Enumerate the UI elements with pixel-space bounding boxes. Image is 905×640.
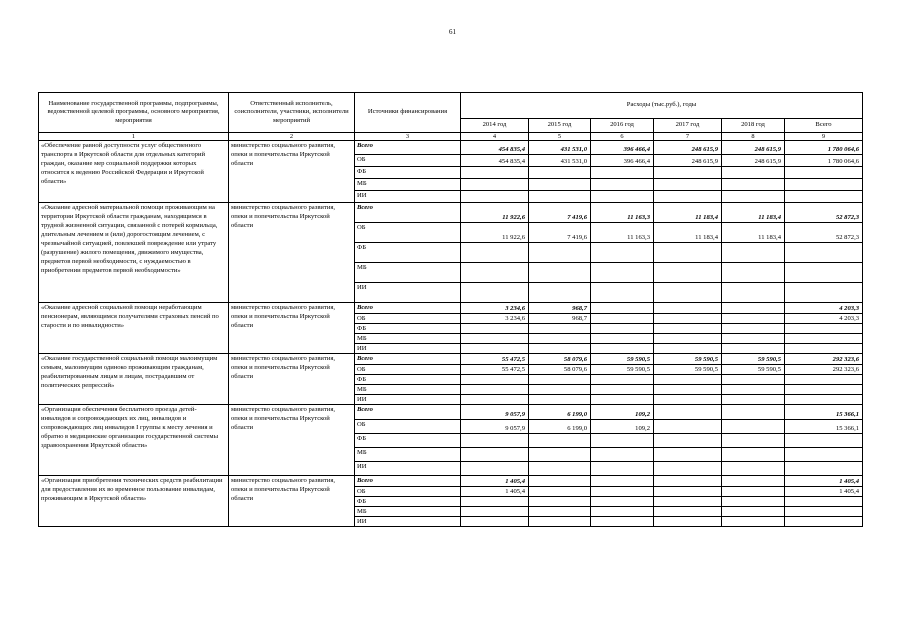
- year-value: [654, 344, 722, 354]
- year-value: [591, 344, 654, 354]
- funding-source: МБ: [355, 334, 461, 344]
- funding-source: ИИ: [355, 462, 461, 476]
- year-value: [722, 487, 785, 497]
- funding-source: Всего: [355, 141, 461, 155]
- year-value: 1 405,4: [461, 476, 529, 487]
- total-value: [785, 243, 863, 263]
- header-total: Всего: [785, 119, 863, 133]
- responsible-executor: министерство социального развития, опеки и попечительства Иркутской области: [229, 141, 355, 203]
- year-value: [461, 263, 529, 283]
- year-value: [722, 263, 785, 283]
- year-value: [654, 434, 722, 448]
- activity-name: «Организация приобретения технических средств реабилитации для предоставления их во временное пользование инвалидам, проживающим в Иркутской области»: [39, 476, 229, 527]
- year-value: [461, 344, 529, 354]
- year-value: 11 163,3: [591, 223, 654, 243]
- year-value: [591, 314, 654, 324]
- year-value: 11 922,6: [461, 203, 529, 223]
- responsible-executor: министерство социального развития, опеки и попечительства Иркутской области: [229, 203, 355, 303]
- year-value: [461, 179, 529, 191]
- year-value: 11 183,4: [722, 203, 785, 223]
- year-value: [654, 497, 722, 507]
- year-value: 431 531,0: [529, 155, 591, 167]
- column-number: 6: [591, 133, 654, 141]
- header-year: 2017 год: [654, 119, 722, 133]
- year-value: [654, 283, 722, 303]
- year-value: [529, 167, 591, 179]
- year-value: [591, 334, 654, 344]
- year-value: 454 835,4: [461, 141, 529, 155]
- table-row: [39, 476, 863, 487]
- funding-source: ОБ: [355, 155, 461, 167]
- year-value: [591, 448, 654, 462]
- year-value: 396 466,4: [591, 155, 654, 167]
- year-value: 59 590,5: [722, 354, 785, 365]
- year-value: [654, 517, 722, 527]
- year-value: [461, 324, 529, 334]
- year-value: 11 183,4: [722, 223, 785, 243]
- responsible-executor: министерство социального развития, опеки и попечительства Иркутской области: [229, 354, 355, 405]
- year-value: 248 615,9: [722, 155, 785, 167]
- year-value: [529, 487, 591, 497]
- activity-name: «Оказание адресной социальной помощи неработающим пенсионерам, являющимся получателями страховых пенсий по старости и по инвалидности»: [39, 303, 229, 354]
- funding-source: МБ: [355, 385, 461, 395]
- funding-source: МБ: [355, 179, 461, 191]
- header-year: 2015 год: [529, 119, 591, 133]
- year-value: [591, 167, 654, 179]
- year-value: 11 922,6: [461, 223, 529, 243]
- activity-name: «Обеспечение равной доступности услуг общественного транспорта в Иркутской области для отдельных категорий граждан, оказание мер социальной поддержки которых относится к ведению Российской Федерации и Иркутской области»: [39, 141, 229, 203]
- total-value: [785, 385, 863, 395]
- year-value: [529, 434, 591, 448]
- year-value: [722, 167, 785, 179]
- year-value: 11 183,4: [654, 223, 722, 243]
- year-value: [722, 497, 785, 507]
- year-value: [591, 395, 654, 405]
- year-value: [529, 243, 591, 263]
- total-value: 52 872,3: [785, 223, 863, 243]
- year-value: 3 234,6: [461, 303, 529, 314]
- header-responsible: Ответственный исполнитель, соисполнители, участники, исполнители мероприятий: [229, 93, 355, 133]
- column-number: 9: [785, 133, 863, 141]
- year-value: [654, 405, 722, 420]
- year-value: [591, 497, 654, 507]
- funding-source: ОБ: [355, 365, 461, 375]
- funding-source: ФБ: [355, 497, 461, 507]
- year-value: 59 590,5: [654, 365, 722, 375]
- year-value: [461, 395, 529, 405]
- year-value: 248 615,9: [722, 141, 785, 155]
- year-value: [529, 462, 591, 476]
- total-value: [785, 334, 863, 344]
- column-number: 7: [654, 133, 722, 141]
- year-value: 11 183,4: [654, 203, 722, 223]
- year-value: 55 472,5: [461, 365, 529, 375]
- funding-source: ИИ: [355, 344, 461, 354]
- year-value: 109,2: [591, 420, 654, 434]
- table-row: [39, 405, 863, 420]
- total-value: [785, 191, 863, 203]
- funding-source: Всего: [355, 303, 461, 314]
- year-value: [654, 179, 722, 191]
- total-value: 15 366,1: [785, 405, 863, 420]
- year-value: [461, 243, 529, 263]
- year-value: [722, 375, 785, 385]
- responsible-executor: министерство социального развития, опеки и попечительства Иркутской области: [229, 303, 355, 354]
- year-value: [529, 263, 591, 283]
- year-value: 1 405,4: [461, 487, 529, 497]
- year-value: [529, 497, 591, 507]
- table-row: [39, 354, 863, 365]
- total-value: 1 405,4: [785, 487, 863, 497]
- year-value: 431 531,0: [529, 141, 591, 155]
- year-value: 248 615,9: [654, 155, 722, 167]
- funding-source: МБ: [355, 263, 461, 283]
- year-value: [529, 334, 591, 344]
- total-value: 1 780 064,6: [785, 141, 863, 155]
- year-value: [722, 462, 785, 476]
- year-value: [722, 314, 785, 324]
- year-value: [461, 375, 529, 385]
- year-value: [461, 507, 529, 517]
- total-value: [785, 448, 863, 462]
- total-value: [785, 462, 863, 476]
- year-value: [722, 344, 785, 354]
- total-value: [785, 395, 863, 405]
- year-value: [722, 385, 785, 395]
- funding-source: МБ: [355, 507, 461, 517]
- year-value: 109,2: [591, 405, 654, 420]
- year-value: 59 590,5: [591, 354, 654, 365]
- header-year: 2014 год: [461, 119, 529, 133]
- funding-source: Всего: [355, 405, 461, 420]
- activity-name: «Оказание государственной социальной помощи малоимущим семьям, малоимущим одиноко проживающим гражданам, реабилитированным лицам и лицам, пострадавшим от политических репрессий»: [39, 354, 229, 405]
- responsible-executor: министерство социального развития, опеки и попечительства Иркутской области: [229, 405, 355, 476]
- table-row: [39, 203, 863, 223]
- table-row: [39, 141, 863, 155]
- column-number: 2: [229, 133, 355, 141]
- funding-source: ОБ: [355, 487, 461, 497]
- funding-source: ФБ: [355, 375, 461, 385]
- activity-name: «Организация обеспечения бесплатного проезда детей-инвалидов и сопровождающих их лиц, инвалидов и сопровождающих лиц инвалидов I группы к месту лечения и обратно в медицинские организации государственной системы здравоохранения Иркутской области»: [39, 405, 229, 476]
- year-value: [461, 497, 529, 507]
- year-value: [654, 476, 722, 487]
- funding-source: ИИ: [355, 191, 461, 203]
- year-value: [591, 507, 654, 517]
- year-value: [654, 334, 722, 344]
- total-value: 15 366,1: [785, 420, 863, 434]
- year-value: [529, 395, 591, 405]
- year-value: [591, 375, 654, 385]
- year-value: [591, 517, 654, 527]
- year-value: [591, 303, 654, 314]
- year-value: [654, 303, 722, 314]
- year-value: [461, 191, 529, 203]
- year-value: [529, 191, 591, 203]
- funding-source: ИИ: [355, 283, 461, 303]
- year-value: [591, 179, 654, 191]
- year-value: [722, 324, 785, 334]
- year-value: [591, 385, 654, 395]
- year-value: 968,7: [529, 314, 591, 324]
- year-value: [461, 434, 529, 448]
- year-value: [722, 476, 785, 487]
- funding-source: МБ: [355, 448, 461, 462]
- year-value: [722, 334, 785, 344]
- activity-name: «Оказание адресной материальной помощи проживающим на территории Иркутской области гражданам, находящимся в трудной жизненной ситуации, связанной с потерей кормильца, длительным лечением и (или) дорогостоящим лечением, с чрезвычайной ситуацией, повлекшей повреждение или утрату (разрушение) жилого помещения, движимого имущества, предметов первой необходимости, с нуждаемостью в приобретении предметов первой необходимости»: [39, 203, 229, 303]
- year-value: [591, 462, 654, 476]
- year-value: [654, 385, 722, 395]
- total-value: 1 405,4: [785, 476, 863, 487]
- total-value: [785, 497, 863, 507]
- year-value: 58 079,6: [529, 365, 591, 375]
- total-value: [785, 179, 863, 191]
- year-value: [654, 314, 722, 324]
- year-value: [654, 375, 722, 385]
- year-value: [654, 324, 722, 334]
- column-number: 3: [355, 133, 461, 141]
- year-value: [529, 179, 591, 191]
- year-value: 454 835,4: [461, 155, 529, 167]
- year-value: 7 419,6: [529, 203, 591, 223]
- year-value: 3 234,6: [461, 314, 529, 324]
- year-value: [591, 434, 654, 448]
- total-value: 52 872,3: [785, 203, 863, 223]
- year-value: [591, 263, 654, 283]
- funding-source: ИИ: [355, 517, 461, 527]
- year-value: [461, 385, 529, 395]
- year-value: [654, 507, 722, 517]
- funding-source: ОБ: [355, 314, 461, 324]
- year-value: [591, 324, 654, 334]
- year-value: [722, 517, 785, 527]
- header-source: Источники финансирования: [355, 93, 461, 133]
- year-value: [529, 385, 591, 395]
- column-number: 8: [722, 133, 785, 141]
- year-value: [529, 448, 591, 462]
- total-value: [785, 434, 863, 448]
- year-value: [654, 487, 722, 497]
- funding-source: Всего: [355, 203, 461, 223]
- year-value: [529, 283, 591, 303]
- total-value: [785, 507, 863, 517]
- funding-source: ОБ: [355, 420, 461, 434]
- funding-source: Всего: [355, 476, 461, 487]
- financing-table: [38, 92, 863, 527]
- year-value: [722, 448, 785, 462]
- year-value: 968,7: [529, 303, 591, 314]
- year-value: [654, 263, 722, 283]
- year-value: [722, 179, 785, 191]
- total-value: 4 203,3: [785, 314, 863, 324]
- year-value: [722, 191, 785, 203]
- year-value: 55 472,5: [461, 354, 529, 365]
- year-value: [654, 420, 722, 434]
- year-value: [591, 476, 654, 487]
- year-value: 6 199,0: [529, 405, 591, 420]
- year-value: [591, 487, 654, 497]
- total-value: [785, 283, 863, 303]
- year-value: 59 590,5: [591, 365, 654, 375]
- year-value: [461, 448, 529, 462]
- total-value: 292 323,6: [785, 365, 863, 375]
- year-value: [461, 462, 529, 476]
- funding-source: ФБ: [355, 434, 461, 448]
- column-number: 1: [39, 133, 229, 141]
- year-value: [722, 303, 785, 314]
- year-value: 9 057,9: [461, 405, 529, 420]
- year-value: [654, 167, 722, 179]
- year-value: [722, 405, 785, 420]
- total-value: [785, 517, 863, 527]
- column-number: 4: [461, 133, 529, 141]
- page-number: 61: [449, 28, 456, 36]
- year-value: 6 199,0: [529, 420, 591, 434]
- year-value: [461, 517, 529, 527]
- year-value: [722, 395, 785, 405]
- year-value: [654, 462, 722, 476]
- year-value: [591, 283, 654, 303]
- total-value: [785, 344, 863, 354]
- funding-source: ФБ: [355, 243, 461, 263]
- year-value: [529, 344, 591, 354]
- table-row: [39, 303, 863, 314]
- year-value: [722, 243, 785, 263]
- funding-source: ФБ: [355, 324, 461, 334]
- total-value: [785, 263, 863, 283]
- total-value: 292 323,6: [785, 354, 863, 365]
- year-value: 59 590,5: [722, 365, 785, 375]
- year-value: 248 615,9: [654, 141, 722, 155]
- year-value: 7 419,6: [529, 223, 591, 243]
- total-value: 4 203,3: [785, 303, 863, 314]
- header-expenses: Расходы (тыс.руб.), годы: [461, 93, 863, 119]
- year-value: 9 057,9: [461, 420, 529, 434]
- year-value: 11 163,3: [591, 203, 654, 223]
- year-value: [461, 167, 529, 179]
- total-value: [785, 375, 863, 385]
- year-value: [654, 191, 722, 203]
- column-number: 5: [529, 133, 591, 141]
- year-value: [654, 448, 722, 462]
- funding-source: ИИ: [355, 395, 461, 405]
- year-value: [529, 517, 591, 527]
- total-value: [785, 167, 863, 179]
- total-value: 1 780 064,6: [785, 155, 863, 167]
- year-value: 59 590,5: [654, 354, 722, 365]
- header-year: 2018 год: [722, 119, 785, 133]
- header-year: 2016 год: [591, 119, 654, 133]
- year-value: [529, 375, 591, 385]
- total-value: [785, 324, 863, 334]
- header-name: Наименование государственной программы, подпрограммы, ведомственной целевой программы, основного мероприятия, мероприятия: [39, 93, 229, 133]
- year-value: [722, 507, 785, 517]
- year-value: [654, 243, 722, 263]
- year-value: 58 079,6: [529, 354, 591, 365]
- year-value: [654, 395, 722, 405]
- year-value: 396 466,4: [591, 141, 654, 155]
- funding-source: ОБ: [355, 223, 461, 243]
- year-value: [722, 420, 785, 434]
- year-value: [529, 507, 591, 517]
- funding-source: ФБ: [355, 167, 461, 179]
- year-value: [461, 334, 529, 344]
- year-value: [722, 434, 785, 448]
- year-value: [529, 476, 591, 487]
- year-value: [529, 324, 591, 334]
- funding-source: Всего: [355, 354, 461, 365]
- responsible-executor: министерство социального развития, опеки и попечительства Иркутской области: [229, 476, 355, 527]
- year-value: [591, 191, 654, 203]
- year-value: [461, 283, 529, 303]
- year-value: [591, 243, 654, 263]
- year-value: [722, 283, 785, 303]
